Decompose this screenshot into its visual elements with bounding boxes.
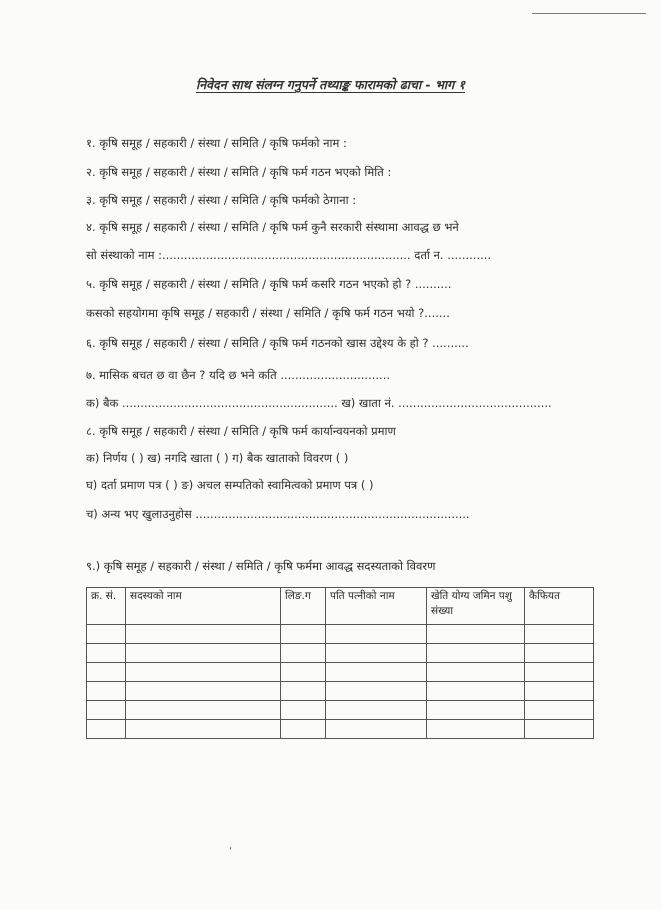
line-8-evidence: ८. कृषि समूह / सहकारी / संस्था / समिति / कृषि फर्म कार्यान्वयनको प्रमाण	[86, 424, 396, 438]
table-cell[interactable]	[87, 701, 126, 720]
line-5-formation: ५. कृषि समूह / सहकारी / संस्था / समिति / कृषि फर्म कसरि गठन भएको हो ? ..........	[86, 277, 452, 291]
line-4-registration: सो संस्थाको नाम :.................................................................... दर्ता न. ............	[86, 248, 492, 262]
table-cell[interactable]	[525, 701, 594, 720]
line-5-support: कसको सहयोगमा कृषि समूह / सहकारी / संस्था / समिति / कृषि फर्म गठन भयो ?.......	[86, 306, 450, 320]
table-cell[interactable]	[126, 663, 281, 682]
table-cell[interactable]	[427, 720, 525, 739]
table-cell[interactable]	[525, 682, 594, 701]
table-cell[interactable]	[525, 720, 594, 739]
col-member-name: सदस्यको नाम	[126, 588, 281, 625]
col-remarks: कैफियत	[525, 588, 594, 625]
table-cell[interactable]	[281, 663, 326, 682]
col-serial: क्र. सं.	[87, 588, 126, 625]
table-cell[interactable]	[525, 625, 594, 644]
table-cell[interactable]	[281, 720, 326, 739]
table-cell[interactable]	[281, 644, 326, 663]
line-8-other: च) अन्य भए खुलाउनुहोस ...........................................................................	[86, 507, 470, 521]
table-cell[interactable]	[525, 663, 594, 682]
table-cell[interactable]	[126, 644, 281, 663]
table-row	[87, 701, 594, 720]
col-spouse-name: पति पत्नीको नाम	[326, 588, 427, 625]
table-row	[87, 663, 594, 682]
table-cell[interactable]	[427, 701, 525, 720]
table-cell[interactable]	[87, 682, 126, 701]
col-land-livestock: खेति योग्य जमिन पशु संख्या	[427, 588, 525, 625]
table-cell[interactable]	[326, 644, 427, 663]
line-6-objective: ६. कृषि समूह / सहकारी / संस्था / समिति / कृषि फर्म गठनको खास उद्देश्य के हो ? ..........	[86, 336, 469, 350]
table-cell[interactable]	[326, 701, 427, 720]
table-cell[interactable]	[326, 682, 427, 701]
table-cell[interactable]	[281, 701, 326, 720]
table-cell[interactable]	[126, 682, 281, 701]
top-rule	[532, 13, 646, 14]
form-title	[0, 76, 661, 93]
table-body	[87, 625, 594, 739]
form-title-text: निवेदन साथ संलग्न गनुपर्ने तथ्याङ्क फारामको ढाचा - भाग १	[195, 77, 466, 92]
table-row	[87, 644, 594, 663]
line-4-affiliation: ४. कृषि समूह / सहकारी / संस्था / समिति / कृषि फर्म कुनै सरकारी संस्थामा आवद्ध छ भने	[86, 220, 459, 234]
table-cell[interactable]	[427, 625, 525, 644]
table-cell[interactable]	[525, 644, 594, 663]
table-cell[interactable]	[281, 682, 326, 701]
table-cell[interactable]	[126, 701, 281, 720]
table-header-row	[87, 588, 594, 625]
table-cell[interactable]	[281, 625, 326, 644]
line-8-certificate: घ) दर्ता प्रमाण पत्र ( ) ङ) अचल सम्पतिको स्वामित्वको प्रमाण पत्र ( )	[86, 478, 374, 492]
footer-mark: ‘	[229, 846, 233, 857]
line-3-address: ३. कृषि समूह / सहकारी / संस्था / समिति / कृषि फर्मको ठेगाना :	[86, 193, 357, 207]
line-2-date: २. कृषि समूह / सहकारी / संस्था / समिति / कृषि फर्म गठन भएको मिति :	[86, 165, 392, 179]
col-gender: लिङ.ग	[281, 588, 326, 625]
table-cell[interactable]	[427, 644, 525, 663]
table-cell[interactable]	[126, 720, 281, 739]
table-cell[interactable]	[326, 663, 427, 682]
table-cell[interactable]	[326, 625, 427, 644]
table-row	[87, 720, 594, 739]
table-cell[interactable]	[427, 682, 525, 701]
table-cell[interactable]	[87, 644, 126, 663]
table-caption: ९.) कृषि समूह / सहकारी / संस्था / समिति / कृषि फर्ममा आवद्ध सदस्यताको विवरण	[86, 559, 436, 573]
table-row	[87, 682, 594, 701]
table-cell[interactable]	[87, 720, 126, 739]
table-cell[interactable]	[326, 720, 427, 739]
membership-table	[86, 587, 594, 739]
table-cell[interactable]	[126, 625, 281, 644]
line-7-bank: क) बैक ........................................................... ख) खाता नं. ..........................................	[86, 396, 552, 410]
table-cell[interactable]	[427, 663, 525, 682]
table-cell[interactable]	[87, 663, 126, 682]
table-cell[interactable]	[87, 625, 126, 644]
line-8-decision: क) निर्णय ( ) ख) नगदि खाता ( ) ग) बैक खाताको विवरण ( )	[86, 451, 349, 465]
table-row	[87, 625, 594, 644]
line-1-name: १. कृषि समूह / सहकारी / संस्था / समिति / कृषि फर्मको नाम :	[86, 136, 347, 150]
line-7-savings: ७. मासिक बचत छ वा छैन ? यदि छ भने कति ..............................	[86, 368, 391, 382]
